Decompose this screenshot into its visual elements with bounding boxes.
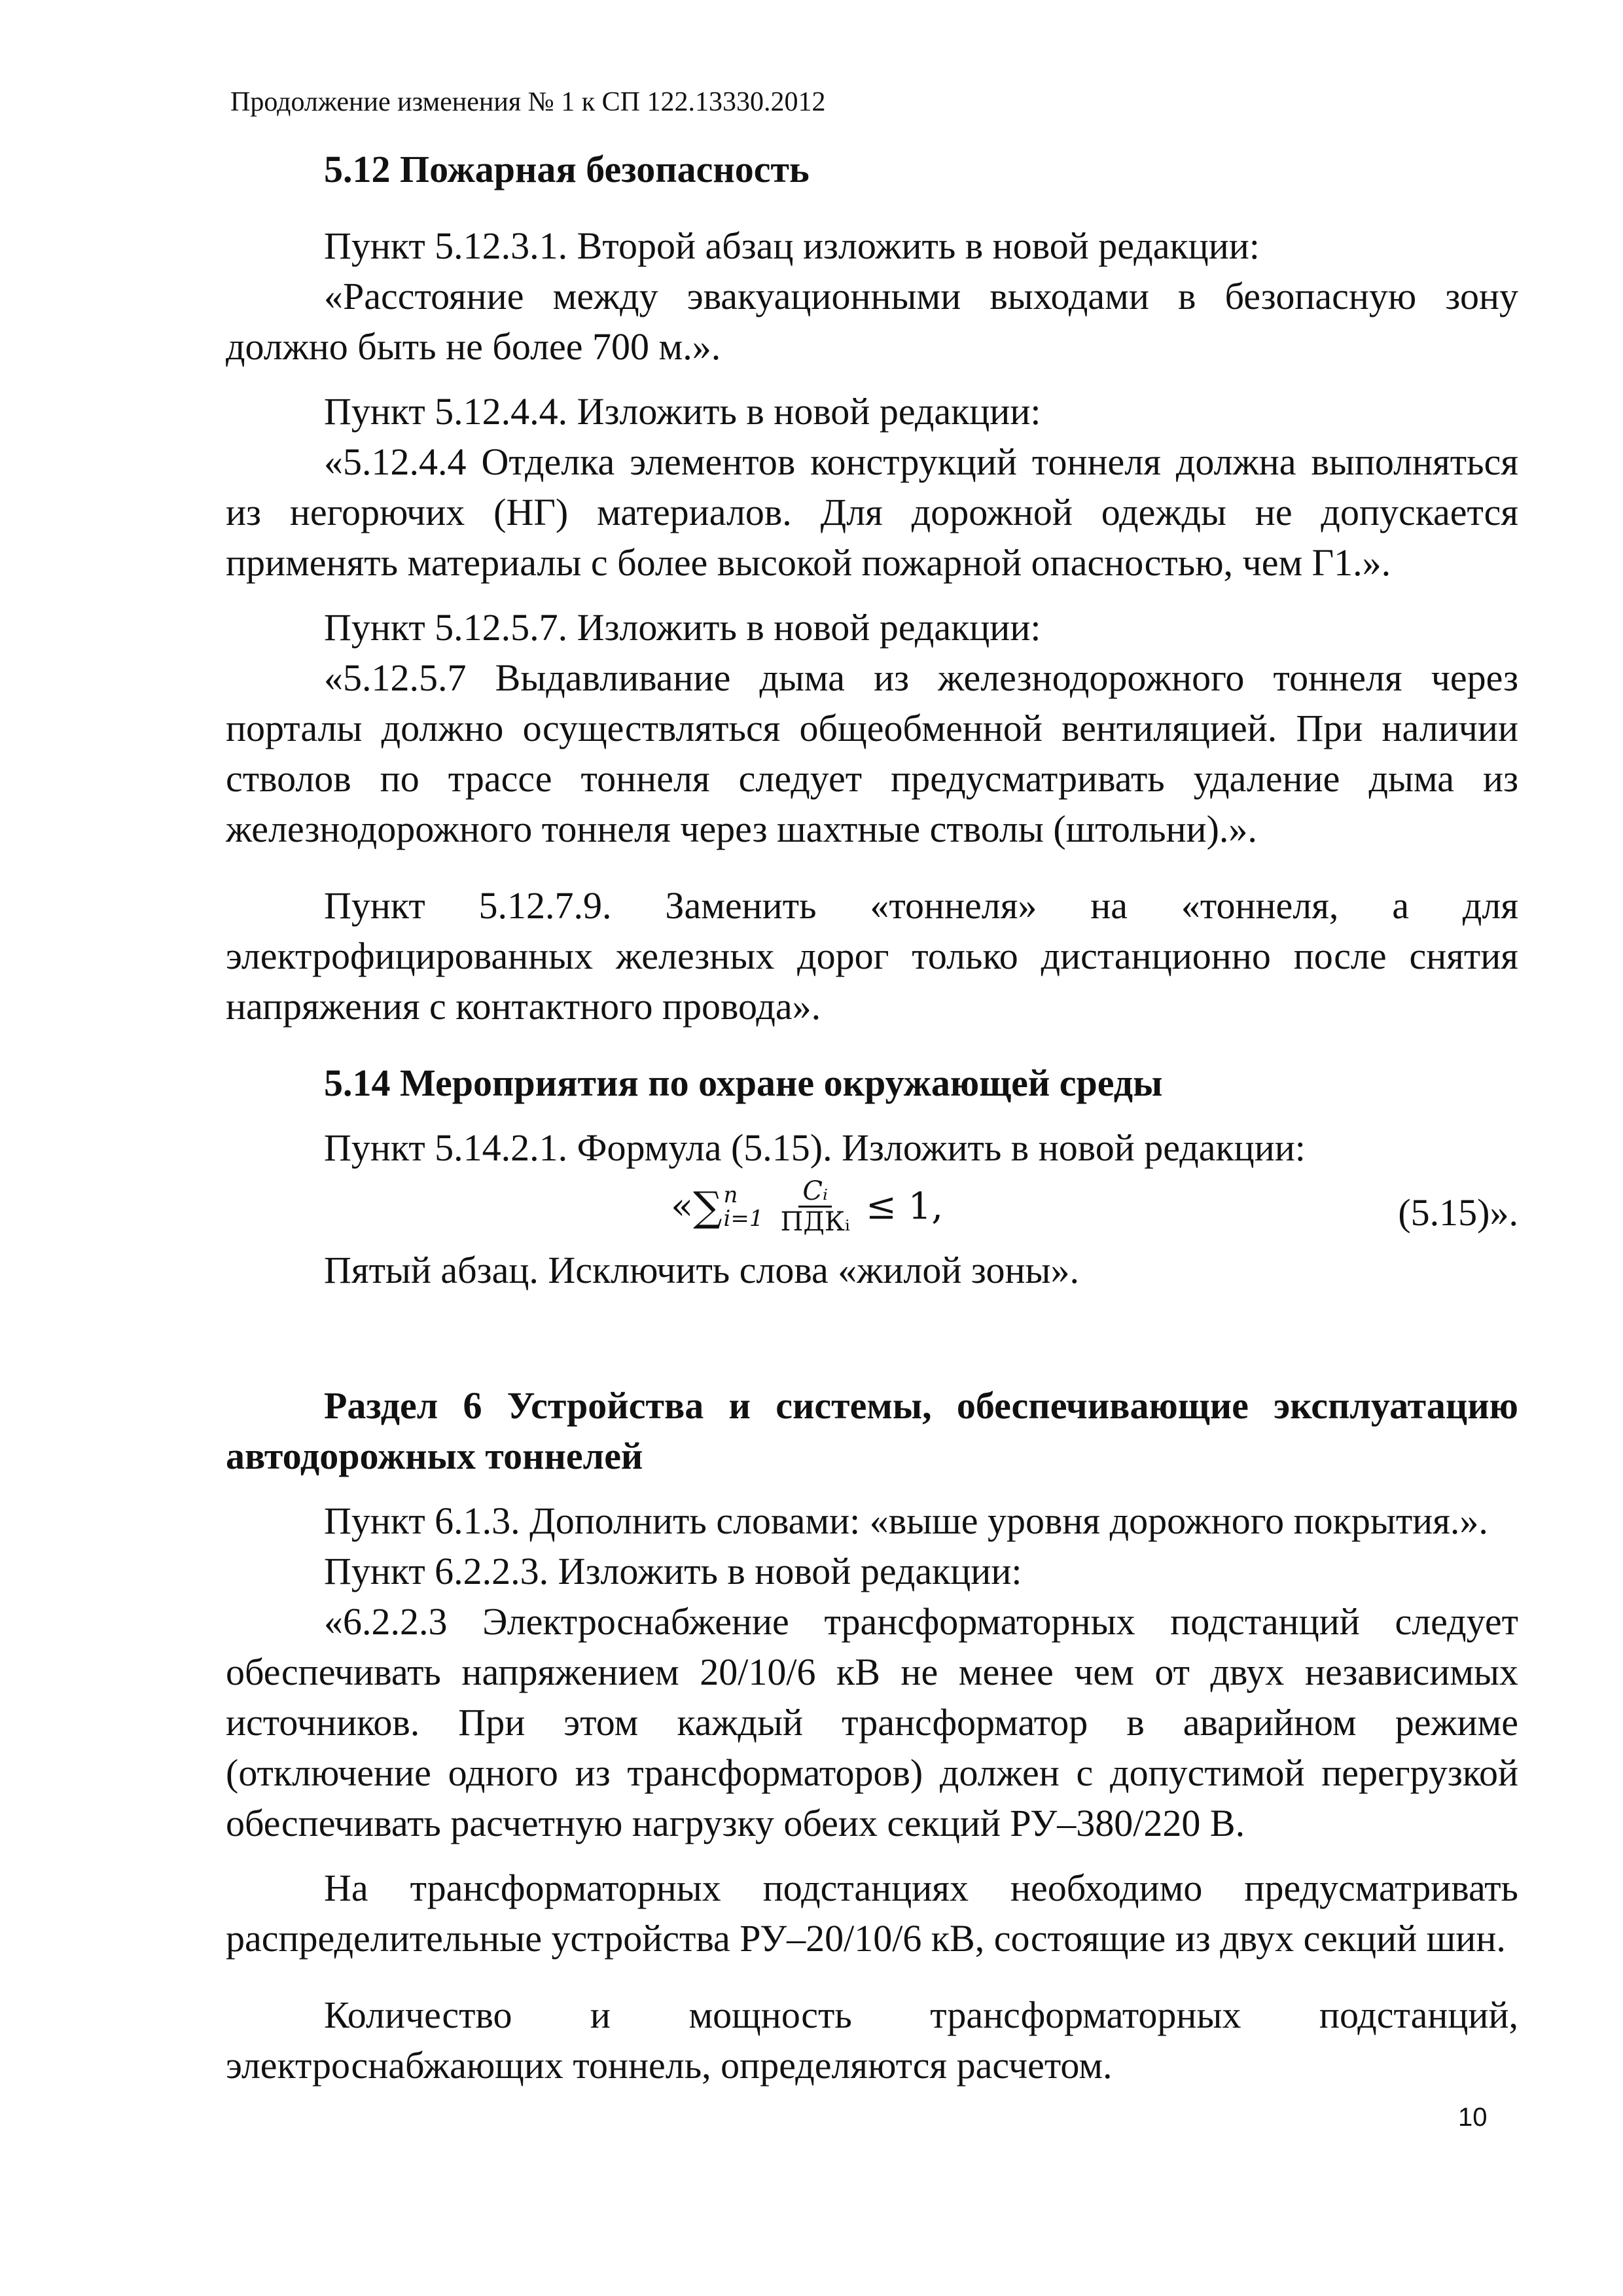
paragraph: Пункт 5.12.3.1. Второй абзац изложить в новой редакции: xyxy=(324,224,1260,267)
formula-expression xyxy=(671,1177,943,1236)
section-heading-5-14: 5.14 Мероприятия по охране окружающей среды xyxy=(324,1062,1163,1104)
paragraph: Пункт 5.12.7.9. Заменить «тоннеля» на «тоннеля, а для электрофицированных железных дорог только дистанционно после снятия напряжения с контактного провода». xyxy=(226,884,1518,1028)
paragraph: Пункт 5.12.4.4. Изложить в новой редакции: xyxy=(324,390,1041,433)
document-body xyxy=(226,144,1518,2090)
paragraph: Количество и мощность трансформаторных подстанций, электроснабжающих тоннель, определяются расчетом. xyxy=(226,1994,1518,2087)
paragraph: «5.12.4.4 Отделка элементов конструкций тоннеля должна выполняться из негорючих (НГ) материалов. Для дорожной одежды не допускается применять материалы с более высокой пожарной опасностью, чем Г1.». xyxy=(226,440,1518,584)
sum-lower-limit: i=1 xyxy=(723,1205,764,1232)
formula-number: (5.15)». xyxy=(1398,1191,1518,1234)
paragraph: Пункт 6.2.2.3. Изложить в новой редакции: xyxy=(324,1550,1022,1592)
formula-relation: ≤ 1, xyxy=(865,1185,944,1228)
running-header: Продолжение изменения № 1 к СП 122.13330.2012 xyxy=(230,87,826,117)
sum-upper-limit: n xyxy=(723,1181,738,1208)
paragraph: Пункт 5.14.2.1. Формула (5.15). Изложить в новой редакции: xyxy=(324,1126,1306,1169)
paragraph: Пункт 6.1.3. Дополнить словами: «выше уровня дорожного покрытия.». xyxy=(324,1499,1488,1542)
fraction-denominator: ПДКᵢ xyxy=(780,1207,850,1237)
fraction-numerator: Cᵢ xyxy=(798,1177,832,1208)
formula-open-quote: « xyxy=(671,1185,694,1228)
paragraph: На трансформаторных подстанциях необходимо предусматривать распределительные устройства РУ–20/10/6 кВ, состоящие из двух секций шин. xyxy=(226,1867,1518,1960)
section-heading-5-12: 5.12 Пожарная безопасность xyxy=(324,148,810,190)
paragraph: Пункт 5.12.5.7. Изложить в новой редакции: xyxy=(324,606,1041,649)
page-number: 10 xyxy=(1458,2103,1488,2132)
paragraph: Пятый абзац. Исключить слова «жилой зоны». xyxy=(324,1249,1079,1291)
section-heading-6: Раздел 6 Устройства и системы, обеспечивающие эксплуатацию автодорожных тоннелей xyxy=(226,1384,1518,1477)
fraction xyxy=(777,1177,854,1236)
paragraph: «6.2.2.3 Электроснабжение трансформаторных подстанций следует обеспечивать напряжением 20/10/6 кВ не менее чем от двух независимых источников. При этом каждый трансформатор в аварийном режиме (отключение одного из трансформаторов) должен с допустимой перегрузкой обеспечивать расчетную нагрузку обеих секций РУ–380/220 В. xyxy=(226,1600,1518,1844)
formula-5-15 xyxy=(226,1173,1518,1245)
paragraph: «Расстояние между эвакуационными выходами в безопасную зону должно быть не более 700 м.». xyxy=(226,275,1518,368)
sum-symbol: ∑ xyxy=(693,1183,722,1230)
paragraph: «5.12.5.7 Выдавливание дыма из железнодорожного тоннеля через порталы должно осуществляться общеобменной вентиляцией. При наличии стволов по трассе тоннеля следует предусматривать удаление дыма из железнодорожного тоннеля через шахтные стволы (штольни).». xyxy=(226,656,1518,850)
